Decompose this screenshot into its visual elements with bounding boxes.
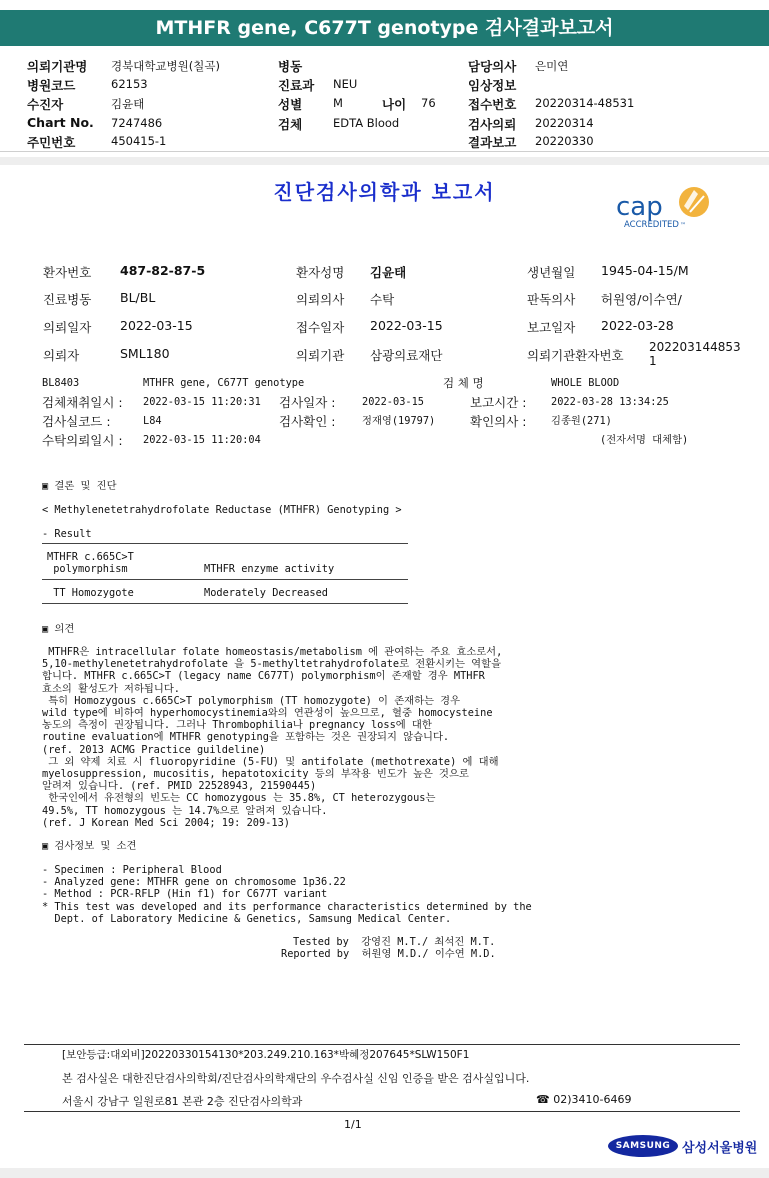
tested-by: Tested by 강영진 M.T./ 최석진 M.T.	[293, 936, 496, 948]
header-right-label: 결과보고	[468, 135, 517, 150]
opinion-line: routine evaluation에 MTHFR genotyping을 포함하는 것은 권장되지 않습니다.	[42, 731, 450, 744]
samsung-logo-text: SAMSUNG	[615, 1141, 671, 1151]
result-rule-mid	[42, 579, 408, 580]
header-left-label: 병원코드	[27, 78, 76, 93]
patient-info-label: 의뢰자	[43, 348, 80, 363]
opinion-line: wild type에 비하여 hyperhomocystinemia와의 연관성이 높으므로, 혈중 homocysteine	[42, 707, 493, 720]
test-details-heading: ▣ 검사정보 및 소견	[42, 840, 137, 852]
opinion-line: 특히 Homozygous c.665C>T polymorphism (TT homozygote) 이 존재하는 경우	[42, 694, 461, 707]
test-date-value: 2022-03-15	[362, 396, 424, 408]
patient-info-label: 의뢰기관	[296, 348, 345, 363]
header-right-label: 검사의뢰	[468, 117, 517, 132]
opinion-line: MTHFR은 intracellular folate homeostasis/metabolism 에 관여하는 주요 효소로서,	[42, 646, 503, 658]
samsung-logo	[608, 1135, 678, 1157]
collect-value: 2022-03-15 11:20:31	[143, 396, 261, 408]
report-time-value: 2022-03-28 13:34:25	[551, 396, 669, 408]
opinion-line: (ref. 2013 ACMG Practice guildeline)	[42, 743, 266, 756]
header-age-value: 76	[421, 96, 436, 110]
header-left-value: 김윤태	[111, 97, 145, 111]
header-right-value: 20220330	[535, 134, 594, 148]
result-activity: Moderately Decreased	[204, 587, 328, 599]
opinion-line: (ref. J Korean Med Sci 2004; 19: 209-13)	[42, 816, 290, 829]
test-code: BL8403	[42, 377, 80, 389]
header-left-label: 주민번호	[27, 135, 76, 150]
header-mid-label: 성별	[278, 97, 303, 112]
header-left-value: 62153	[111, 77, 148, 91]
result-col2-header: MTHFR enzyme activity	[204, 563, 335, 575]
header-mid-value: NEU	[333, 77, 358, 91]
esign-note: (전자서명 대체함)	[600, 434, 689, 446]
patient-info-value: 1945-04-15/M	[601, 263, 689, 278]
header-right-label: 임상정보	[468, 78, 517, 93]
header-mid-value: M	[333, 96, 343, 110]
patient-info-value: 2022-03-28	[601, 318, 674, 333]
phone-line: ☎ 02)3410-6469	[536, 1093, 632, 1106]
test-details-text	[42, 864, 532, 925]
header-right-label: 접수번호	[468, 97, 517, 112]
header-age-label: 나이	[382, 97, 407, 112]
result-genotype: TT Homozygote	[47, 587, 134, 599]
result-label: - Result	[42, 528, 92, 540]
result-rule-bottom	[42, 603, 408, 604]
opinion-text	[42, 646, 502, 829]
report-banner-title: MTHFR gene, C677T genotype 검사결과보고서	[0, 10, 769, 46]
patient-info-value: SML180	[120, 346, 170, 361]
cap-logo-text: cap	[616, 192, 663, 222]
test-details-line: - Analyzed gene: MTHFR gene on chromosome 1p36.22	[42, 876, 346, 889]
patient-info-value: BL/BL	[120, 290, 156, 305]
result-col1-line1: MTHFR c.665C>T	[47, 551, 134, 563]
outsource-value: 2022-03-15 11:20:04	[143, 434, 261, 446]
collect-label: 검체채취일시 :	[42, 395, 123, 410]
opinion-line: 그 외 약제 치료 시 fluoropyridine (5-FU) 및 antifolate (methotrexate) 에 대해	[42, 755, 499, 768]
patient-info-value: 수탁	[370, 292, 395, 307]
header-right-value: 은미연	[535, 59, 569, 73]
page-number: 1/1	[344, 1118, 362, 1131]
confirm-value: 정재영(19797)	[362, 415, 436, 427]
doctor-value: 김종원(271)	[551, 415, 612, 427]
header-mid-label: 진료과	[278, 78, 315, 93]
patient-info-label: 의뢰일자	[43, 320, 92, 335]
patient-info-value: 487-82-87-5	[120, 263, 206, 278]
test-details-line: - Method : PCR-RFLP (Hin f1) for C677T variant	[42, 888, 328, 901]
cap-logo-sub: ACCREDITED	[624, 220, 679, 230]
bottom-shade	[0, 1168, 769, 1178]
cap-accredited-logo	[612, 184, 716, 232]
specimen-label: 검 체 명	[443, 376, 484, 390]
opinion-line: 농도의 측정이 권장됩니다. 그러나 Thrombophilia나 pregnancy loss에 대한	[42, 719, 432, 732]
header-left-value: 450415-1	[111, 134, 167, 148]
hospital-name: 삼성서울병원	[682, 1141, 758, 1156]
patient-info-label: 진료병동	[43, 292, 92, 307]
conclusion-subtitle: < Methylenetetrahydrofolate Reductase (MTHFR) Genotyping >	[42, 504, 402, 516]
opinion-line: myelosuppression, mucositis, hepatotoxicity 등의 부작용 빈도가 높은 것으로	[42, 768, 469, 781]
opinion-line: 합니다. MTHFR c.665C>T (legacy name C677T) polymorphism이 존재할 경우 MTHFR	[42, 670, 485, 683]
header-right-label: 담당의사	[468, 59, 517, 74]
report-time-label: 보고시간 :	[470, 395, 527, 410]
room-label: 검사실코드 :	[42, 414, 111, 429]
cert-line: 본 검사실은 대한진단검사의학회/진단검사의학재단의 우수검사실 신임 인증을 받은 검사실입니다.	[62, 1072, 530, 1085]
opinion-line: 효소의 활성도가 저하됩니다.	[42, 682, 180, 695]
confirm-label: 검사확인 :	[279, 414, 336, 429]
footer-rule-bottom	[24, 1111, 740, 1112]
patient-info-label: 판독의사	[527, 292, 576, 307]
room-value: L84	[143, 415, 162, 427]
opinion-line: 49.5%, TT homozygous 는 14.7%으로 알려져 있습니다.	[42, 804, 328, 817]
security-line: [보안등급:대외비]20220330154130*203.249.210.163*박혜정207645*SLW150F1	[62, 1049, 470, 1061]
footer-rule-top	[24, 1044, 740, 1045]
patient-info-label: 의뢰의사	[296, 292, 345, 307]
patient-info-label: 의뢰기관환자번호	[527, 348, 624, 363]
opinion-heading: ▣ 의견	[42, 623, 75, 635]
header-divider	[0, 151, 769, 152]
result-rule-top	[42, 543, 408, 544]
header-mid-label: 검체	[278, 117, 303, 132]
patient-info-label: 보고일자	[527, 320, 576, 335]
test-details-line: - Specimen : Peripheral Blood	[42, 864, 222, 876]
header-right-value: 20220314-48531	[535, 96, 635, 110]
conclusion-heading: ▣ 결론 및 진단	[42, 480, 117, 492]
header-left-label: Chart No.	[27, 115, 94, 130]
test-name: MTHFR gene, C677T genotype	[143, 377, 305, 389]
test-details-line: * This test was developed and its performance characteristics determined by the	[42, 900, 532, 913]
header-right-value: 20220314	[535, 116, 594, 130]
patient-info-label: 환자성명	[296, 265, 345, 280]
header-left-label: 의뢰기관명	[27, 59, 88, 74]
test-date-label: 검사일자 :	[279, 395, 336, 410]
test-details-line: Dept. of Laboratory Medicine & Genetics, Samsung Medical Center.	[42, 912, 452, 925]
header-left-label: 수진자	[27, 97, 64, 112]
header-shade	[0, 157, 769, 165]
header-left-value: 7247486	[111, 116, 163, 130]
patient-info-value: 202203144853 1	[649, 340, 741, 368]
patient-info-value: 허원영/이수연/	[601, 292, 682, 307]
opinion-line: 알려져 있습니다. (ref. PMID 22528943, 21590445)	[42, 780, 317, 793]
doctor-label: 확인의사 :	[470, 414, 527, 429]
reported-by: Reported by 허원영 M.D./ 이수연 M.D.	[281, 948, 496, 960]
patient-info-label: 생년월일	[527, 265, 576, 280]
header-left-value: 경북대학교병원(칠곡)	[111, 59, 220, 73]
report-title: 진단검사의학과 보고서	[273, 180, 496, 204]
patient-info-value: 김윤태	[370, 265, 407, 280]
opinion-line: 한국인에서 유전형의 빈도는 CC homozygous 는 35.8%, CT heterozygous는	[42, 792, 436, 805]
patient-info-value: 삼광의료재단	[370, 348, 443, 363]
outsource-label: 수탁의뢰일시 :	[42, 433, 123, 448]
specimen-value: WHOLE BLOOD	[551, 377, 620, 389]
header-mid-label: 병동	[278, 59, 303, 74]
patient-info-label: 환자번호	[43, 265, 92, 280]
patient-info-value: 2022-03-15	[120, 318, 193, 333]
patient-info-label: 접수일자	[296, 320, 345, 335]
patient-info-value: 2022-03-15	[370, 318, 443, 333]
address-line: 서울시 강남구 일원로81 본관 2층 진단검사의학과	[62, 1095, 303, 1108]
opinion-line: 5,10-methylenetetrahydrofolate 을 5-methyltetrahydrofolate로 전환시키는 역할을	[42, 658, 502, 671]
result-col1-line2: polymorphism	[47, 563, 128, 575]
header-mid-value: EDTA Blood	[333, 116, 400, 130]
cap-logo-tm: ™	[680, 222, 686, 229]
